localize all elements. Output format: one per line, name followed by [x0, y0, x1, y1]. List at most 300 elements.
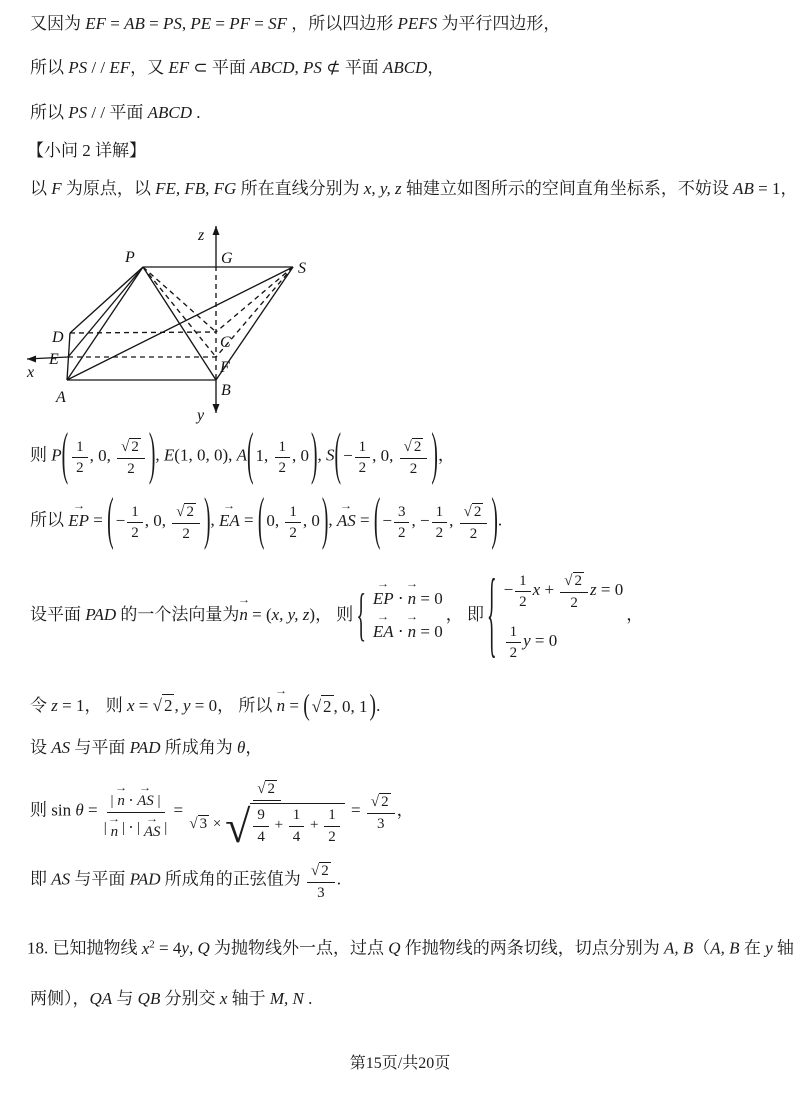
- system-equation: [372, 612, 443, 644]
- math-var: x: [141, 938, 150, 958]
- vector-arrow-icon: →: [405, 579, 419, 591]
- radical-sign: √: [463, 504, 472, 520]
- y-axis-arrowhead-icon: [213, 404, 220, 413]
- equation-system: [356, 579, 443, 648]
- formula-normal-vector-result: [30, 686, 381, 723]
- math-text: −: [503, 580, 514, 600]
- radical: [153, 694, 175, 718]
- text-run: 所在直线分别为: [236, 179, 364, 198]
- math-var: PS: [68, 103, 88, 122]
- math-var: ABCD: [382, 58, 428, 77]
- system-equation: [504, 622, 624, 663]
- text-run: ，: [626, 605, 644, 624]
- text-run: 为抛物线外一点，过点: [209, 938, 389, 958]
- math-text: =: [239, 510, 258, 530]
- diagram-label-P: P: [125, 249, 135, 266]
- edge-PE: [68, 267, 143, 357]
- math-text: =: [169, 800, 188, 820]
- close-paren: ): [311, 424, 318, 488]
- edge-PD: [70, 267, 143, 333]
- diagram-label-y: y: [197, 407, 205, 424]
- radicand: 2: [473, 504, 482, 520]
- math-var: S: [326, 445, 335, 465]
- vector-name: EA: [372, 622, 394, 642]
- diagram-label-D: D: [52, 329, 64, 346]
- text-run: 以: [30, 179, 52, 198]
- math-text: −: [343, 446, 353, 466]
- fraction: [127, 502, 143, 543]
- numerator: [400, 436, 428, 459]
- math-text: |: [160, 819, 168, 836]
- close-paren: ): [321, 489, 329, 553]
- parenthesized-group: [107, 489, 211, 553]
- math-text: = 1: [753, 179, 781, 198]
- radical-sign: √: [189, 816, 198, 833]
- text-run: 则: [30, 800, 52, 820]
- text-run: 为平行四边形，: [437, 14, 561, 33]
- math-text: = 4: [154, 938, 182, 958]
- diagram-label-G: G: [221, 250, 233, 267]
- math-text: ,: [449, 511, 458, 531]
- section-header-subquestion-2: [27, 140, 146, 163]
- math-var: ABCD: [147, 103, 192, 122]
- text-run: 所以: [30, 58, 69, 77]
- vector: [336, 500, 356, 533]
- math-text: =: [250, 14, 269, 33]
- vector-name: n: [407, 622, 417, 642]
- math-var: θ: [75, 800, 84, 820]
- math-var: y: [523, 631, 531, 651]
- numerator: 9: [253, 805, 269, 827]
- denominator: 4: [292, 828, 301, 845]
- math-text: .: [376, 696, 381, 715]
- system-equation: [504, 570, 624, 612]
- numerator: 1: [324, 805, 340, 827]
- math-text: .: [191, 103, 201, 122]
- fraction: [117, 436, 145, 478]
- math-var: EF: [109, 58, 131, 77]
- open-paren: (: [247, 424, 254, 488]
- vector-name: n: [117, 793, 125, 810]
- numerator: 1: [127, 502, 143, 524]
- vector-arrow-icon: →: [114, 783, 128, 795]
- math-var: PAD: [129, 869, 161, 889]
- text-run: 平面: [344, 58, 383, 77]
- vector-name: EA: [218, 510, 240, 530]
- math-var: z: [590, 580, 597, 600]
- radicand: [250, 803, 344, 846]
- numerator: 3: [394, 502, 410, 524]
- vector-name: n: [110, 824, 119, 841]
- system-brace: {: [486, 563, 497, 669]
- math-text: |: [103, 819, 111, 836]
- vector-name: EP: [372, 589, 394, 609]
- math-var: PS: [68, 58, 88, 77]
- text-run: 所成角为: [160, 738, 237, 757]
- math-var: PS: [163, 14, 182, 33]
- fraction: [324, 805, 340, 846]
- math-var: EF: [85, 14, 107, 33]
- text-run: 又因为: [30, 14, 86, 33]
- vector: [237, 595, 250, 627]
- hidden-edge-DC: [70, 332, 216, 333]
- solution-line-ps-parallel-ef: [30, 57, 444, 80]
- fraction: [506, 622, 522, 663]
- math-text: ⋅: [124, 793, 138, 810]
- math-var: AS: [51, 738, 71, 757]
- fraction: [275, 437, 291, 478]
- radical: [121, 438, 141, 456]
- denominator: 2: [76, 460, 84, 477]
- numerator: [253, 778, 281, 801]
- open-paren: (: [334, 424, 342, 488]
- vector-arrow-icon: →: [237, 595, 250, 606]
- text-run: 与平面: [70, 869, 130, 889]
- text-run: 已知抛物线: [52, 938, 142, 958]
- math-var: z: [51, 696, 58, 715]
- open-paren: (: [257, 489, 265, 553]
- denominator: 2: [409, 460, 418, 477]
- math-text: −: [382, 511, 392, 531]
- text-run: ， 即: [445, 605, 484, 624]
- fraction: [515, 571, 531, 612]
- text-run: ，: [396, 800, 414, 820]
- math-text: ⋅: [393, 622, 408, 642]
- math-var: PF: [229, 14, 251, 33]
- math-text: ,: [210, 510, 219, 530]
- open-paren: (: [373, 489, 381, 553]
- radical-sign: √: [257, 781, 266, 797]
- fraction: [560, 570, 588, 612]
- math-text: ⊄: [321, 58, 345, 77]
- radical-sign: √: [311, 863, 320, 879]
- text-run: 设平面: [30, 605, 86, 624]
- math-text: =: [346, 800, 365, 820]
- numerator: [117, 436, 145, 459]
- fraction: [289, 805, 305, 846]
- close-paren: ): [491, 489, 498, 553]
- math-text: 18.: [27, 938, 53, 958]
- system-rows: [372, 579, 443, 644]
- radicand: 2: [413, 439, 422, 455]
- denominator: 2: [182, 525, 190, 542]
- math-var: x, y, z: [271, 605, 310, 624]
- radical-sign: √: [564, 573, 573, 589]
- math-text: =: [211, 14, 230, 33]
- math-text: , −: [411, 511, 430, 531]
- solution-line-coordinate-setup: [30, 178, 798, 201]
- radicand: 2: [574, 573, 583, 589]
- open-paren: (: [61, 424, 69, 488]
- hidden-edge-PF: [143, 267, 216, 357]
- equation-system: [486, 563, 624, 669]
- fraction: [307, 860, 335, 902]
- math-text: ,: [317, 445, 327, 465]
- radicand: 2: [131, 439, 139, 455]
- math-var: y: [182, 696, 191, 715]
- math-text: ,: [181, 14, 191, 33]
- edge-AS: [67, 267, 293, 380]
- hidden-edge-PC: [143, 267, 216, 332]
- math-text: 0,: [266, 511, 284, 531]
- numerator: 1: [506, 622, 522, 644]
- power: [142, 939, 155, 958]
- formula-sin-theta: [30, 778, 414, 852]
- denominator: 2: [469, 525, 478, 542]
- vector-arrow-icon: →: [72, 500, 85, 512]
- text-run: ，所以四边形: [287, 14, 398, 33]
- math-text: .: [497, 510, 503, 530]
- text-run: 即: [30, 869, 52, 889]
- edge-PA: [67, 267, 143, 380]
- radicand: 3: [199, 816, 208, 833]
- text-run: ， 则: [84, 696, 127, 715]
- close-paren: ): [431, 424, 438, 488]
- math-text: =: [83, 800, 102, 820]
- math-var: x, y, z: [363, 179, 402, 198]
- paren-content: [254, 437, 312, 478]
- solution-line-ps-parallel-plane: [30, 102, 200, 125]
- paren-content: [341, 436, 431, 478]
- denominator: 2: [397, 525, 406, 542]
- math-text: ,: [294, 58, 304, 77]
- fraction: [394, 502, 410, 543]
- denominator: 2: [519, 594, 527, 611]
- close-paren: ): [369, 690, 377, 723]
- math-text: , 0: [302, 511, 320, 531]
- text-run: 轴建立如图所示的空间直角坐标系，不妨设: [401, 179, 734, 198]
- radical-sign: √: [311, 697, 322, 717]
- math-text: = 0: [416, 622, 443, 642]
- text-run: 的一个法向量为: [116, 605, 240, 624]
- math-text: |: [110, 793, 118, 810]
- math-text: (1, 0, 0): [174, 445, 229, 465]
- radicand: 2: [186, 504, 194, 520]
- text-run: 作抛物线的两条切线，切点分别为: [400, 938, 664, 958]
- vector-arrow-icon: →: [274, 686, 288, 697]
- math-text: , 0,: [144, 511, 171, 531]
- denominator: 2: [570, 594, 578, 611]
- vector-name: AS: [137, 793, 154, 810]
- space-coordinate-diagram: [0, 212, 334, 428]
- numerator: [560, 570, 588, 593]
- math-text: , 0: [292, 446, 310, 466]
- diagram-label-A: A: [56, 389, 66, 406]
- radical-sign: √: [225, 800, 251, 852]
- math-var: EF: [168, 58, 190, 77]
- vector: [218, 500, 240, 533]
- solution-line-angle-theta: [30, 737, 262, 760]
- radical: [464, 503, 484, 521]
- denominator: 2: [358, 460, 367, 477]
- vector-arrow-icon: →: [377, 579, 390, 591]
- vector-name: AS: [336, 510, 356, 530]
- parenthesized-group: [334, 424, 438, 488]
- math-var: SF: [268, 14, 288, 33]
- parenthesized-group: [303, 690, 377, 723]
- math-var: θ: [237, 738, 246, 757]
- math-text: +: [540, 580, 559, 600]
- math-var: P: [51, 445, 62, 465]
- math-var: E: [163, 445, 175, 465]
- text-run: 分别交: [160, 989, 220, 1008]
- text-run: 平面: [109, 103, 148, 122]
- math-var: A, B: [664, 938, 694, 958]
- vector-name: n: [276, 696, 286, 715]
- numerator: [367, 791, 395, 814]
- text-run: （: [693, 938, 711, 958]
- math-text: = (: [247, 605, 272, 624]
- vector-name: n: [407, 589, 417, 609]
- radicand: 2: [321, 695, 334, 719]
- parenthesized-group: [257, 489, 329, 553]
- fraction: [367, 791, 395, 833]
- math-var: PE: [190, 14, 212, 33]
- math-text: , 0,: [372, 446, 398, 466]
- radical: [312, 695, 334, 719]
- numerator: 1: [355, 437, 371, 459]
- denominator: 2: [435, 525, 444, 542]
- math-text: .: [303, 989, 313, 1008]
- system-rows: [504, 570, 624, 662]
- fraction: [189, 778, 344, 852]
- math-text: =: [134, 696, 153, 715]
- math-var: Q: [388, 938, 401, 958]
- radical-sign: √: [370, 793, 380, 810]
- numerator: [172, 501, 200, 524]
- math-text: , 0, 1: [333, 696, 368, 716]
- text-run: ， 则: [315, 605, 354, 624]
- text-run: 则: [30, 445, 52, 465]
- text-run: ，: [780, 179, 798, 198]
- vector: [372, 579, 394, 611]
- text-run: ，: [437, 445, 455, 465]
- fraction: [355, 437, 371, 478]
- math-var: x: [532, 580, 541, 600]
- math-text: −: [115, 511, 126, 531]
- math-text: |: [153, 793, 161, 810]
- math-text: 1,: [255, 446, 273, 466]
- math-var: F: [51, 179, 62, 198]
- diagram-label-E: E: [49, 351, 59, 368]
- numerator: 1: [515, 571, 531, 593]
- open-paren: (: [107, 489, 114, 553]
- paren-content: [264, 502, 322, 543]
- vector: [108, 814, 121, 841]
- vector-arrow-icon: →: [377, 612, 390, 624]
- math-var: x: [126, 696, 135, 715]
- math-var: PAD: [129, 738, 161, 757]
- radical: [225, 800, 345, 852]
- denominator: 2: [131, 525, 139, 542]
- diagram-label-F: F: [220, 359, 230, 376]
- page-footer: 第15页/共20页: [349, 1055, 451, 1072]
- math-text: = 1: [57, 696, 85, 715]
- vector-arrow-icon: →: [145, 814, 159, 826]
- math-text: / /: [87, 103, 110, 122]
- text-run: 设: [30, 738, 52, 757]
- diagram-label-B: B: [221, 382, 231, 399]
- text-run: 平面: [211, 58, 251, 77]
- text-run: 与: [112, 989, 138, 1008]
- close-paren: ): [203, 489, 211, 553]
- paren-content: [380, 501, 491, 543]
- math-var: AS: [51, 869, 71, 889]
- text-run: 所以: [30, 103, 69, 122]
- exponent: 2: [149, 938, 155, 950]
- math-text: =: [355, 510, 374, 530]
- math-text: =: [144, 14, 163, 33]
- text-run: ，: [245, 738, 263, 757]
- x-axis-arrowhead-icon: [27, 356, 36, 363]
- numerator: 1: [275, 437, 291, 459]
- numerator: 1: [72, 437, 88, 459]
- math-text: ×: [209, 815, 226, 832]
- text-run: ，又: [130, 58, 169, 77]
- text-run: 轴于: [227, 989, 270, 1008]
- math-var: A: [236, 445, 248, 465]
- vector-name: EP: [68, 510, 90, 530]
- text-run: 所成角的正弦值为: [160, 869, 305, 889]
- vector-arrow-icon: →: [223, 500, 236, 512]
- diagram-label-S: S: [298, 260, 306, 277]
- fraction: [432, 502, 448, 543]
- math-text: = 0: [530, 631, 558, 651]
- solution-line-final-answer: [30, 860, 341, 902]
- vector: [114, 783, 128, 810]
- denominator: [104, 813, 167, 841]
- math-text: ,: [328, 510, 337, 530]
- text-run: 两侧），: [30, 989, 90, 1008]
- vector: [137, 783, 154, 810]
- vector-name: n: [239, 605, 248, 624]
- z-axis-arrowhead-icon: [213, 226, 220, 235]
- vector: [405, 579, 419, 611]
- system-brace: {: [356, 584, 366, 648]
- math-text: =: [106, 14, 125, 33]
- vector-arrow-icon: →: [108, 814, 121, 826]
- system-equation: [372, 579, 443, 611]
- radical: [371, 793, 391, 811]
- text-run: 所以: [30, 510, 69, 530]
- math-text: ⊂: [189, 58, 212, 77]
- math-text: , 0,: [89, 446, 116, 466]
- denominator: 2: [509, 645, 518, 662]
- radical: [189, 815, 209, 833]
- formula-vectors: [30, 489, 503, 553]
- text-run: ， 所以: [217, 696, 277, 715]
- radical: [404, 438, 424, 456]
- text-run: 与平面: [70, 738, 130, 757]
- radical: [311, 862, 331, 880]
- math-text: .: [336, 869, 341, 889]
- math-text: +: [270, 816, 287, 833]
- close-paren: ): [148, 424, 156, 488]
- math-var: A, B: [710, 938, 740, 958]
- fraction: [104, 782, 167, 841]
- radical-sign: √: [121, 439, 130, 455]
- text-run: 令: [30, 696, 52, 715]
- math-text: ,: [155, 445, 164, 465]
- vector: [372, 612, 394, 644]
- radical-sign: √: [152, 696, 162, 715]
- math-var: y: [765, 938, 773, 958]
- math-text: ): [309, 605, 316, 624]
- denominator: 2: [328, 828, 336, 845]
- open-paren: (: [303, 690, 310, 723]
- math-text: sin: [51, 800, 76, 820]
- radicand: 2: [321, 863, 329, 879]
